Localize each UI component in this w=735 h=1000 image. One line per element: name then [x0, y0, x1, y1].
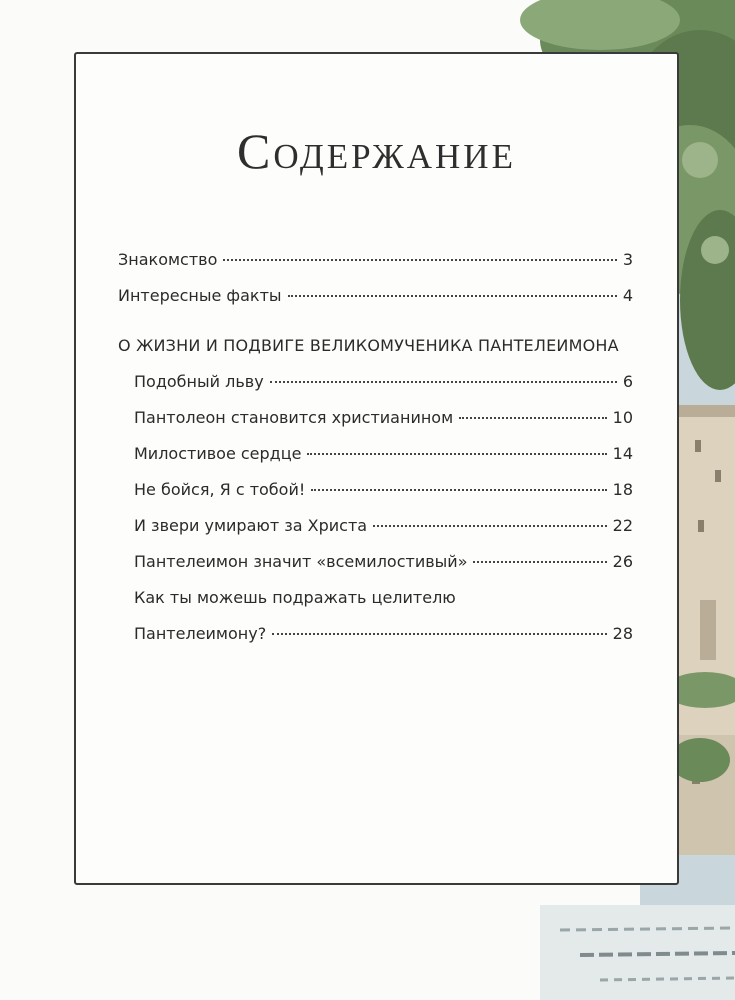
toc-page-number: 14	[612, 444, 633, 463]
toc-entry-chapter[interactable]	[118, 472, 633, 508]
dot-leader	[288, 295, 617, 297]
toc-page-number: 10	[612, 408, 633, 427]
toc-entry-chapter-line1[interactable]: Как ты можешь подражать целителю	[134, 588, 456, 607]
toc-page-number: 4	[622, 286, 633, 305]
toc-page-number: 3	[622, 250, 633, 269]
toc-entry-facts[interactable]	[118, 278, 633, 314]
toc-section-heading: О ЖИЗНИ И ПОДВИГЕ ВЕЛИКОМУЧЕНИКА ПАНТЕЛЕИМОНА	[118, 336, 619, 355]
toc-entry-label: Не бойся, Я с тобой!	[134, 480, 306, 499]
toc-entry-label: И звери умирают за Христа	[134, 516, 368, 535]
dot-leader	[473, 561, 606, 563]
toc-page-number: 18	[612, 480, 633, 499]
toc-entry-chapter[interactable]	[118, 364, 633, 400]
toc-page-number: 26	[612, 552, 633, 571]
dot-leader	[307, 453, 606, 455]
water	[540, 905, 735, 1000]
toc-page-number: 6	[622, 372, 633, 391]
toc-page-number: 22	[612, 516, 633, 535]
table-of-contents	[118, 242, 633, 652]
toc-entry-label: Пантелеимон значит «всемилостивый»	[134, 552, 468, 571]
toc-entry-chapter[interactable]	[118, 508, 633, 544]
contents-frame	[74, 52, 679, 885]
toc-entry-label: Интересные факты	[118, 286, 282, 305]
page-title: Содержание	[237, 123, 516, 179]
tower-building	[678, 405, 735, 855]
toc-entry-label: Подобный льву	[134, 372, 264, 391]
toc-entry-chapter[interactable]	[118, 616, 633, 652]
toc-entry-chapter[interactable]	[118, 544, 633, 580]
dot-leader	[270, 381, 617, 383]
dot-leader	[223, 259, 616, 261]
toc-entry-chapter[interactable]	[118, 400, 633, 436]
dot-leader	[272, 633, 606, 635]
toc-entry-intro[interactable]	[118, 242, 633, 278]
toc-entry-label: Пантолеон становится христианином	[134, 408, 454, 427]
toc-entry-label: Пантелеимону?	[134, 624, 267, 643]
dot-leader	[311, 489, 606, 491]
dot-leader	[459, 417, 606, 419]
toc-entry-label: Знакомство	[118, 250, 218, 269]
toc-entry-chapter[interactable]	[118, 436, 633, 472]
toc-entry-label: Милостивое сердце	[134, 444, 302, 463]
toc-page-number: 28	[612, 624, 633, 643]
dot-leader	[373, 525, 607, 527]
